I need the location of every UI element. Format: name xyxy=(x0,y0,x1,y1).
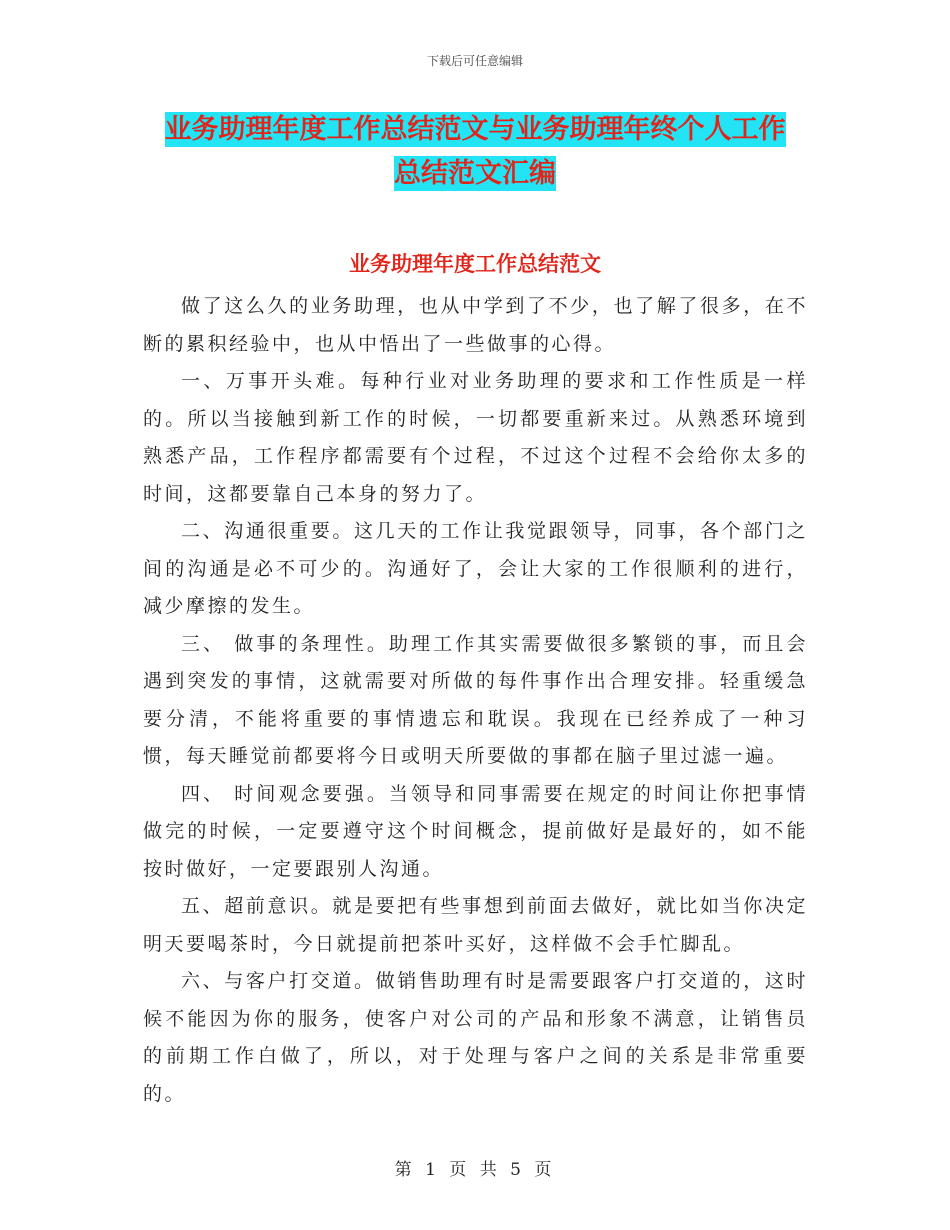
title-line-1: 业务助理年度工作总结范文与业务助理年终个人工作 xyxy=(164,114,786,145)
paragraph: 五、超前意识。就是要把有些事想到前面去做好，就比如当你决定明天要喝茶时，今日就提前把茶叶买好，这样做不会手忙脚乱。 xyxy=(143,895,808,955)
paragraph: 四、 时间观念要强。当领导和同事需要在规定的时间让你把事情做完的时候，一定要遵守这个时间概念，提前做好是最好的，如不能按时做好，一定要跟别人沟通。 xyxy=(143,782,808,880)
document-body xyxy=(143,288,808,1113)
title-line-2: 总结范文汇编 xyxy=(394,158,556,189)
paragraph: 做了这么久的业务助理，也从中学到了不少，也了解了很多，在不断的累积经验中，也从中悟出了一些做事的心得。 xyxy=(143,295,808,355)
paragraph: 二、沟通很重要。这几天的工作让我觉跟领导，同事，各个部门之间的沟通是必不可少的。沟通好了，会让大家的工作很顺利的进行，减少摩擦的发生。 xyxy=(143,520,808,617)
paragraph: 三、 做事的条理性。助理工作其实需要做很多繁锁的事，而且会遇到突发的事情，这就需要对所做的每件事作出合理安排。轻重缓急要分清，不能将重要的事情遗忘和耽误。我现在已经养成了一种习惯，每天睡觉前都要将今日或明天所要做的事都在脑子里过滤一遍。 xyxy=(143,632,808,767)
document-title xyxy=(0,108,950,196)
paragraph: 六、与客户打交道。做销售助理有时是需要跟客户打交道的，这时候不能因为你的服务，使客户对公司的产品和形象不满意，让销售员的前期工作白做了，所以，对于处理与客户之间的关系是非常重要的。 xyxy=(143,970,808,1105)
paragraph: 一、万事开头难。每种行业对业务助理的要求和工作性质是一样的。所以当接触到新工作的时候，一切都要重新来过。从熟悉环境到熟悉产品，工作程序都需要有个过程，不过这个过程不会给你太多的时间，这都要靠自己本身的努力了。 xyxy=(143,370,808,505)
section-title: 业务助理年度工作总结范文 xyxy=(349,252,601,276)
page-header: 下载后可任意编辑 xyxy=(426,54,523,68)
page-footer: 第 1 页 共 5 页 xyxy=(394,1160,556,1180)
